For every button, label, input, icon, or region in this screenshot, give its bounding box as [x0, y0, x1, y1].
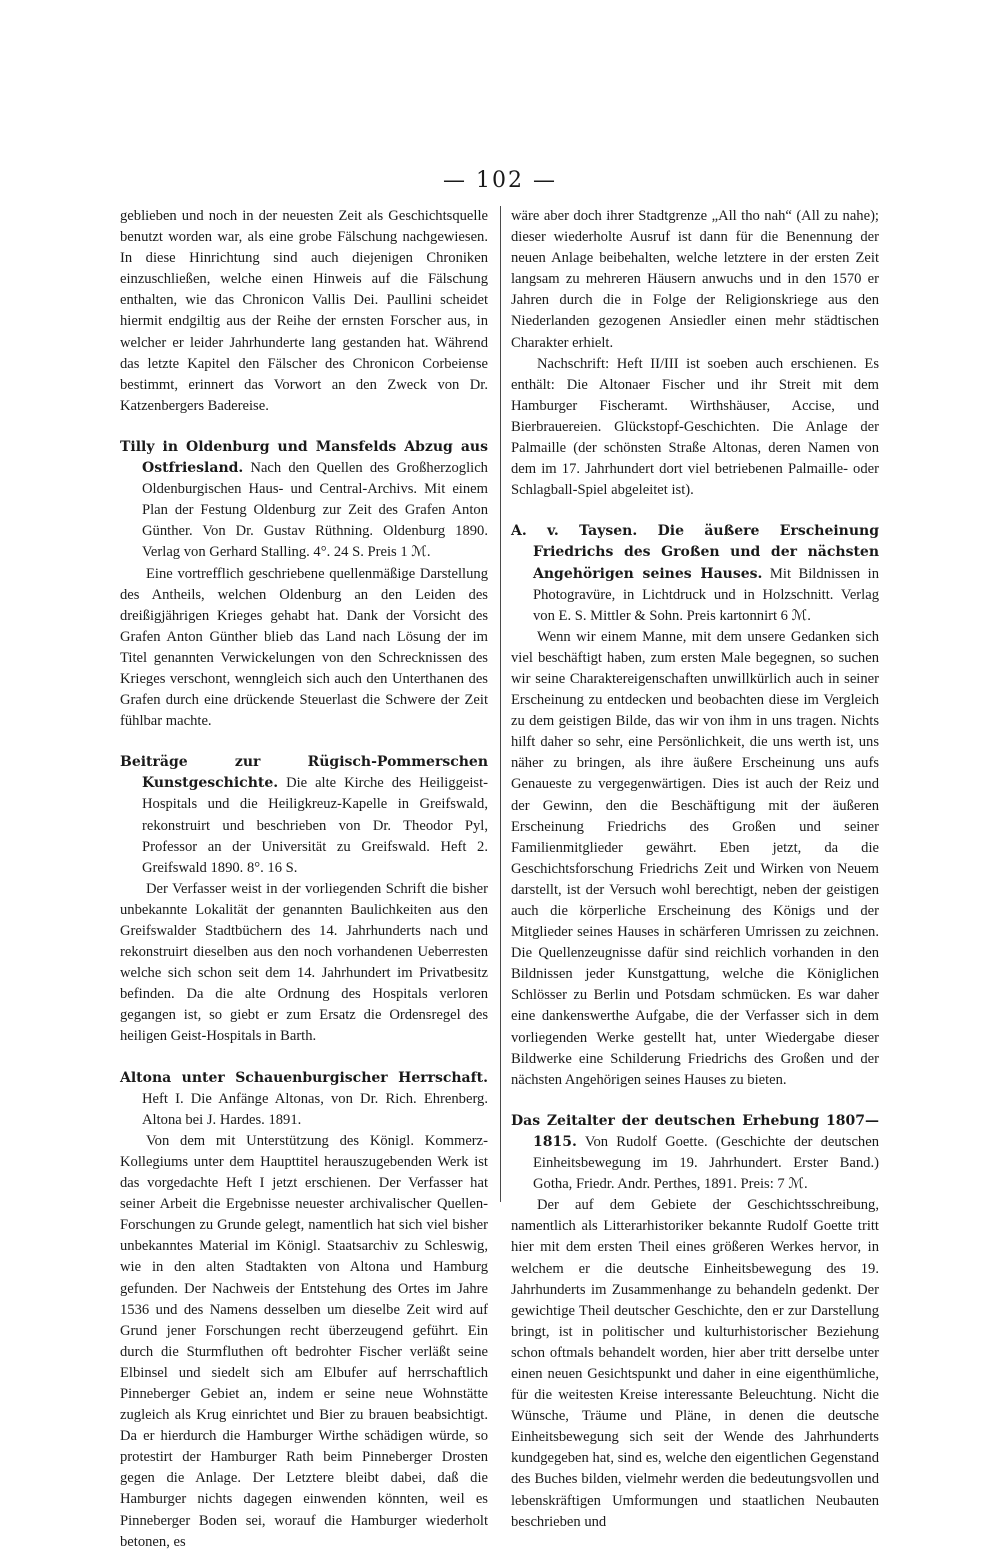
- entry-title: A. v. Taysen. Die äußere Erscheinung Friedrichs des Großen und der nächsten Angehörigen seines Hauses.: [511, 523, 879, 582]
- entry-citation: [511, 521, 879, 626]
- entry-body: Der Verfasser weist in der vorliegenden Schrift die bisher unbekannte Lokalität der genannten Baulichkeiten aus den Greifswalder Stadtbüchern des 14. Jahrhunderts nach und rekonstruirt dieselben aus den noch vorhandenen Ueberresten welche sich schon seit dem 14. Jahrhundert im Privatbesitz befinden. Da die alte Ordnung des Hospitals verloren gegangen ist, so giebt er zum Ersatz die Ordensregel des heiligen Geist-Hospitals in Barth.: [120, 880, 488, 1045]
- entry-body: Eine vortrefflich geschriebene quellenmäßige Darstellung des Antheils, welchen Oldenburg an den Leiden des dreißigjährigen Krieges gehabt hat. Dank der Vorsicht des Grafen Anton Günther blieb das Land nach Lösung der im Titel genannten Verwickelungen von den Schrecknissen des Krieges verschont, wenngleich sich auch den Unterthanen des Grafen durch eine drückende Steuerlast die Schwere der Zeit fühlbar machte.: [120, 565, 488, 730]
- continued-text: wäre aber doch ihrer Stadtgrenze „All tho nah“ (All zu nahe); dieser wiederholte Ausruf ist dann für die Benennung der neuen Anlage beibehalten, welche letztere in der ersten Zeit langsam zu mehreren Häusern anwuchs und in den 1570 er Jahren durch die in Folge der Religionskriege aus den Niederlanden gezogenen Ansiedler einen mehr städtischen Charakter erhielt.: [511, 208, 879, 351]
- page-number: — 102 —: [443, 168, 557, 193]
- entry-citation: [120, 437, 488, 564]
- continued-text: geblieben und noch in der neuesten Zeit als Geschichtsquelle benutzt worden war, als eine grobe Fälschung nachgewiesen. In diese Hinrichtung sind auch diejenigen Chroniken einzuschließen, welche einen Hinweis auf die Fälschung enthalten, wie das Chronicon Vallis Dei. Paullini scheidet hiermit endgiltig aus der Reihe der ernsten Forscher aus, in welcher er leider Jahrhunderte lang gestanden hat. Während das letzte Kapitel den Fälscher des Chronicon Corbeiense bestimmt, erinnert das Vorwort an den Zweck von Dr. Katzenbergers Badereise.: [120, 208, 488, 414]
- column-divider: [500, 206, 501, 1202]
- review-entry-taysen: [511, 521, 879, 1091]
- entry-title: Tilly in Oldenburg und Mansfelds Abzug aus Ostfriesland.: [120, 438, 488, 477]
- review-entry-zeitalter: [511, 1111, 879, 1533]
- left-column: [120, 206, 488, 1553]
- entry-meta: Nach den Quellen des Großherzoglich Oldenburgischen Haus- und Central-Archivs. Mit einem Plan der Festung Oldenburg zur Zeit des Grafen Anton Günther. Von Dr. Gustav Rüthning. Oldenburg 1890. Verlag von Gerhard Stalling. 4°. 24 S. Preis 1 ℳ.: [142, 460, 488, 561]
- entry-citation: [120, 1068, 488, 1131]
- entry-meta: Die alte Kirche des Heiliggeist-Hospitals und die Heiligkreuz-Kapelle in Greifswald, rekonstruirt und beschrieben von Dr. Theodor Pyl, Professor an der Universität zu Greifswald. Heft 2. Greifswald 1890. 8°. 16 S.: [142, 775, 488, 876]
- entry-meta: Von Rudolf Goette. (Geschichte der deutschen Einheitsbewegung im 19. Jahrhundert. Erster Band.) Gotha, Friedr. Andr. Perthes, 1891. Preis: 7 ℳ.: [533, 1133, 879, 1193]
- entry-title: Altona unter Schauenburgischer Herrschaft.: [120, 1069, 488, 1086]
- entry-meta: Mit Bildnissen in Photogravüre, in Lichtdruck und in Holzschnitt. Verlag von E. S. Mittler & Sohn. Preis kartonnirt 6 ℳ.: [533, 565, 880, 624]
- entry-body: Wenn wir einem Manne, mit dem unsere Gedanken sich viel beschäftigt haben, zum ersten Male begegnen, so suchen wir seine Charaktereigenschaften unwillkürlich auch in seiner Erscheinung zu entdecken und beobachten diese im Vergleich zu dem geistigen Bilde, das wir von ihm in uns tragen. Nichts hilft daher so sehr, eine Persönlichkeit, die uns werth ist, uns näher zu bringen, als ihre äußere Erscheinung uns aufs Genaueste zu vergegenwärtigen. Dies ist auch der Reiz und der Gewinn, den die Beschäftigung mit der äußeren Erscheinung Friedrichs des Großen und seiner Familienmitglieder gewährt. Eben jetzt, da die Geschichtsforschung Friedrichs Zeit und Wirken von Neuem darstellt, ist der Versuch wohl berechtigt, neben der geistigen auch die körperliche Erscheinung des Königs und der Mitglieder seines Hauses in schärferen Umrissen zu zeichnen. Die Quellenzeugnisse dafür sind reichlich vorhanden in den Bildnissen jeder Kunstgattung, welche die Königlichen Schlösser zu Berlin und Potsdam schmücken. Es war daher eine dankenswerthe Aufgabe, die der Verfasser sich in dem vorliegenden Werke gestellt hat, unter Wiedergabe dieser Bildwerke eine Schilderung Friedrichs des Großen und der nächsten Angehörigen seines Hauses zu bieten.: [511, 628, 879, 1088]
- entry-citation: [511, 1111, 879, 1195]
- entry-citation: [120, 752, 488, 879]
- review-entry-tilly: [120, 437, 488, 732]
- entry-body: Der auf dem Gebiete der Geschichtsschreibung, namentlich als Litterarhistoriker bekannte Rudolf Goette tritt hier mit dem ersten Theil eines größeren Werkes hervor, in welchem er die deutsche Einheitsbewegung des 19. Jahrhunderts im Zusammenhange zu behandeln gedenkt. Der gewichtige Theil deutscher Geschichte, den er zur Darstellung bringt, ist in politischer und kulturhistorischer Beziehung schon oftmals behandelt worden, hier aber tritt derselbe unter einen neuen Gesichtspunkt und daher in eine eigenthümliche, für die weitesten Kreise interessante Beleuchtung. Nicht die Wünsche, Träume und Pläne, in denen die deutsche Einheitsbewegung sich seit der Wende des Jahrhunderts kundgegeben hat, sind es, welche den eigentlichen Gegenstand des Buches bilden, vielmehr werden die bedeutungsvollen und lebenskräftigen Umformungen und staatlichen Neubauten beschrieben und: [511, 1197, 879, 1530]
- entry-meta: Heft I. Die Anfänge Altonas, von Dr. Rich. Ehrenberg. Altona bei J. Hardes. 1891.: [142, 1090, 488, 1128]
- review-entry-altona: [120, 1068, 488, 1553]
- review-entry-ruegisch: [120, 752, 488, 1047]
- entry-body: Von dem mit Unterstützung des Königl. Kommerz-Kollegiums unter dem Haupttitel herauszugebenden Werk ist das vorgedachte Heft I jetzt erschienen. Der Verfasser hat seiner Arbeit die Ergebnisse neuester archivalischer Quellen-Forschungen zu Grunde gelegt, namentlich hat sich viel bisher unbekanntes Material im Königl. Staatsarchiv zu Schleswig, wie in den alten Stadtakten von Altona und Hamburg gefunden. Der Nachweis der Entstehung des Ortes im Jahre 1536 und des Namens desselben um dieselbe Zeit wird auf Grund jener Forschungen recht überzeugend geführt. Ein durch die Sturmfluthen oft bedrohter Fischer verläßt seine Elbinsel und siedelt sich am Elbufer auf herrschaftlich Pinneberger Gebiet an, indem er seine neue Wohnstätte zugleich als Krug einrichtet und Bier zu brauen beabsichtigt. Da er hierdurch die Hamburger Wirthe schädigen würde, so protestirt der Hamburger Rath beim Pinneberger Drosten gegen die Anlage. Der Letztere bleibt dabei, daß die Hamburger nichts dagegen einwenden könnten, weil es Pinneberger Boden sei, worauf die Hamburger wiederholt betonen, es: [120, 1132, 488, 1550]
- entry-title: Das Zeitalter der deutschen Erhebung 1807—1815.: [511, 1112, 879, 1150]
- entry-title: Beiträge zur Rügisch-Pommerschen Kunstgeschichte.: [120, 754, 488, 792]
- postscript: Nachschrift: Heft II/III ist soeben auch erschienen. Es enthält: Die Altonaer Fischer und ihr Streit mit dem Hamburger Fischeramt. Wirthshäuser, Accise, und Bierbrauereien. Glückstopf-Geschichten. Die Anlage der Palmaille (der schönsten Straße Altonas, deren Namen von dem im 17. Jahrhundert dort viel betriebenen Palmaille- oder Schlagball-Spiel abgeleitet ist).: [511, 355, 879, 499]
- right-column: [511, 206, 879, 1533]
